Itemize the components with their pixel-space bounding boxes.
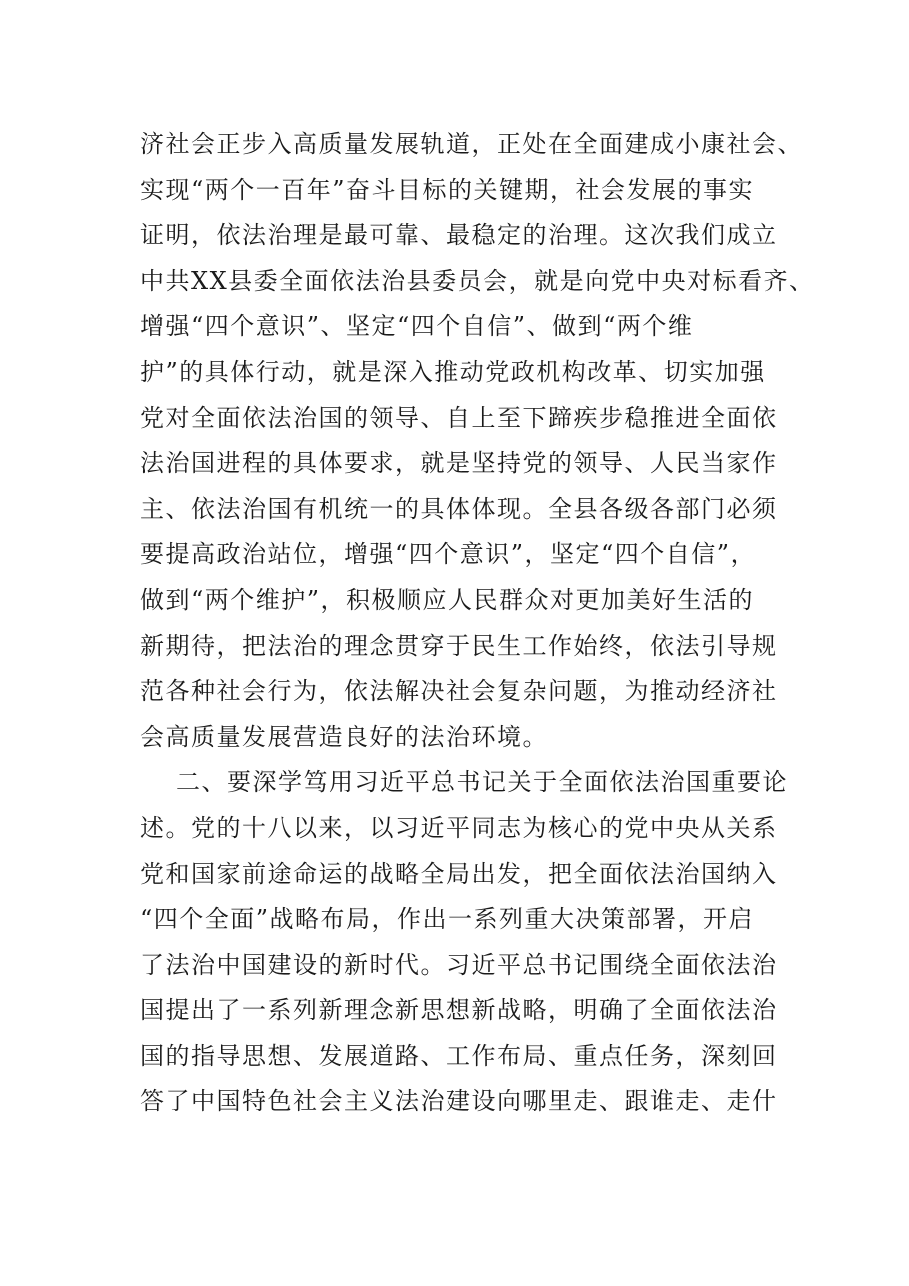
text-line: 护”的具体行动，就是深入推动党政机构改革、切实加强: [140, 357, 766, 386]
text-line: 国提出了一系列新理念新思想新战略，明确了全面依法治: [140, 996, 778, 1025]
text-line: 做到“两个维护”，积极顺应人民群众对更加美好生活的: [140, 585, 755, 614]
text-line: “四个全面”战略布局，作出一系列重大决策部署，开启: [140, 905, 755, 934]
section-heading-line: 二、要深学笃用习近平总书记关于全面依法治国重要论: [176, 768, 788, 797]
text-line: 范各种社会行为，依法解决社会复杂问题，为推动经济社: [140, 677, 778, 706]
text-line: 主、依法治国有机统一的具体体现。全县各级各部门必须: [140, 494, 778, 523]
text-line: 答了中国特色社会主义法治建设向哪里走、跟谁走、走什: [140, 1087, 778, 1116]
text-line: 国的指导思想、发展道路、工作布局、重点任务，深刻回: [140, 1041, 778, 1070]
text-line: 会高质量发展营造良好的法治环境。: [140, 722, 548, 751]
text-line: 中共XX县委全面依法治县委员会，就是向党中央对标看齐、: [140, 266, 815, 295]
text-line: 增强“四个意识”、坚定“四个自信”、做到“两个维: [140, 312, 694, 341]
text-line: 济社会正步入高质量发展轨道，正处在全面建成小康社会、: [140, 130, 803, 158]
text-line: 实现“两个一百年”奋斗目标的关键期，社会发展的事实: [140, 175, 755, 204]
text-line: 要提高政治站位，增强“四个意识”，坚定“四个自信”，: [140, 540, 757, 569]
text-line: 了法治中国建设的新时代。习近平总书记围绕全面依法治: [140, 950, 778, 979]
text-line: 党和国家前途命运的战略全局出发，把全面依法治国纳入: [140, 859, 778, 888]
text-line: 党对全面依法治国的领导、自上至下蹄疾步稳推进全面依: [140, 403, 778, 432]
text-line: 述。党的十八以来，以习近平同志为核心的党中央从关系: [140, 813, 778, 842]
text-line: 证明，依法治理是最可靠、最稳定的治理。这次我们成立: [140, 221, 778, 250]
text-line: 法治国进程的具体要求，就是坚持党的领导、人民当家作: [140, 449, 778, 478]
body-text: [140, 122, 815, 1125]
text-line: 新期待，把法治的理念贯穿于民生工作始终，依法引导规: [140, 631, 778, 660]
